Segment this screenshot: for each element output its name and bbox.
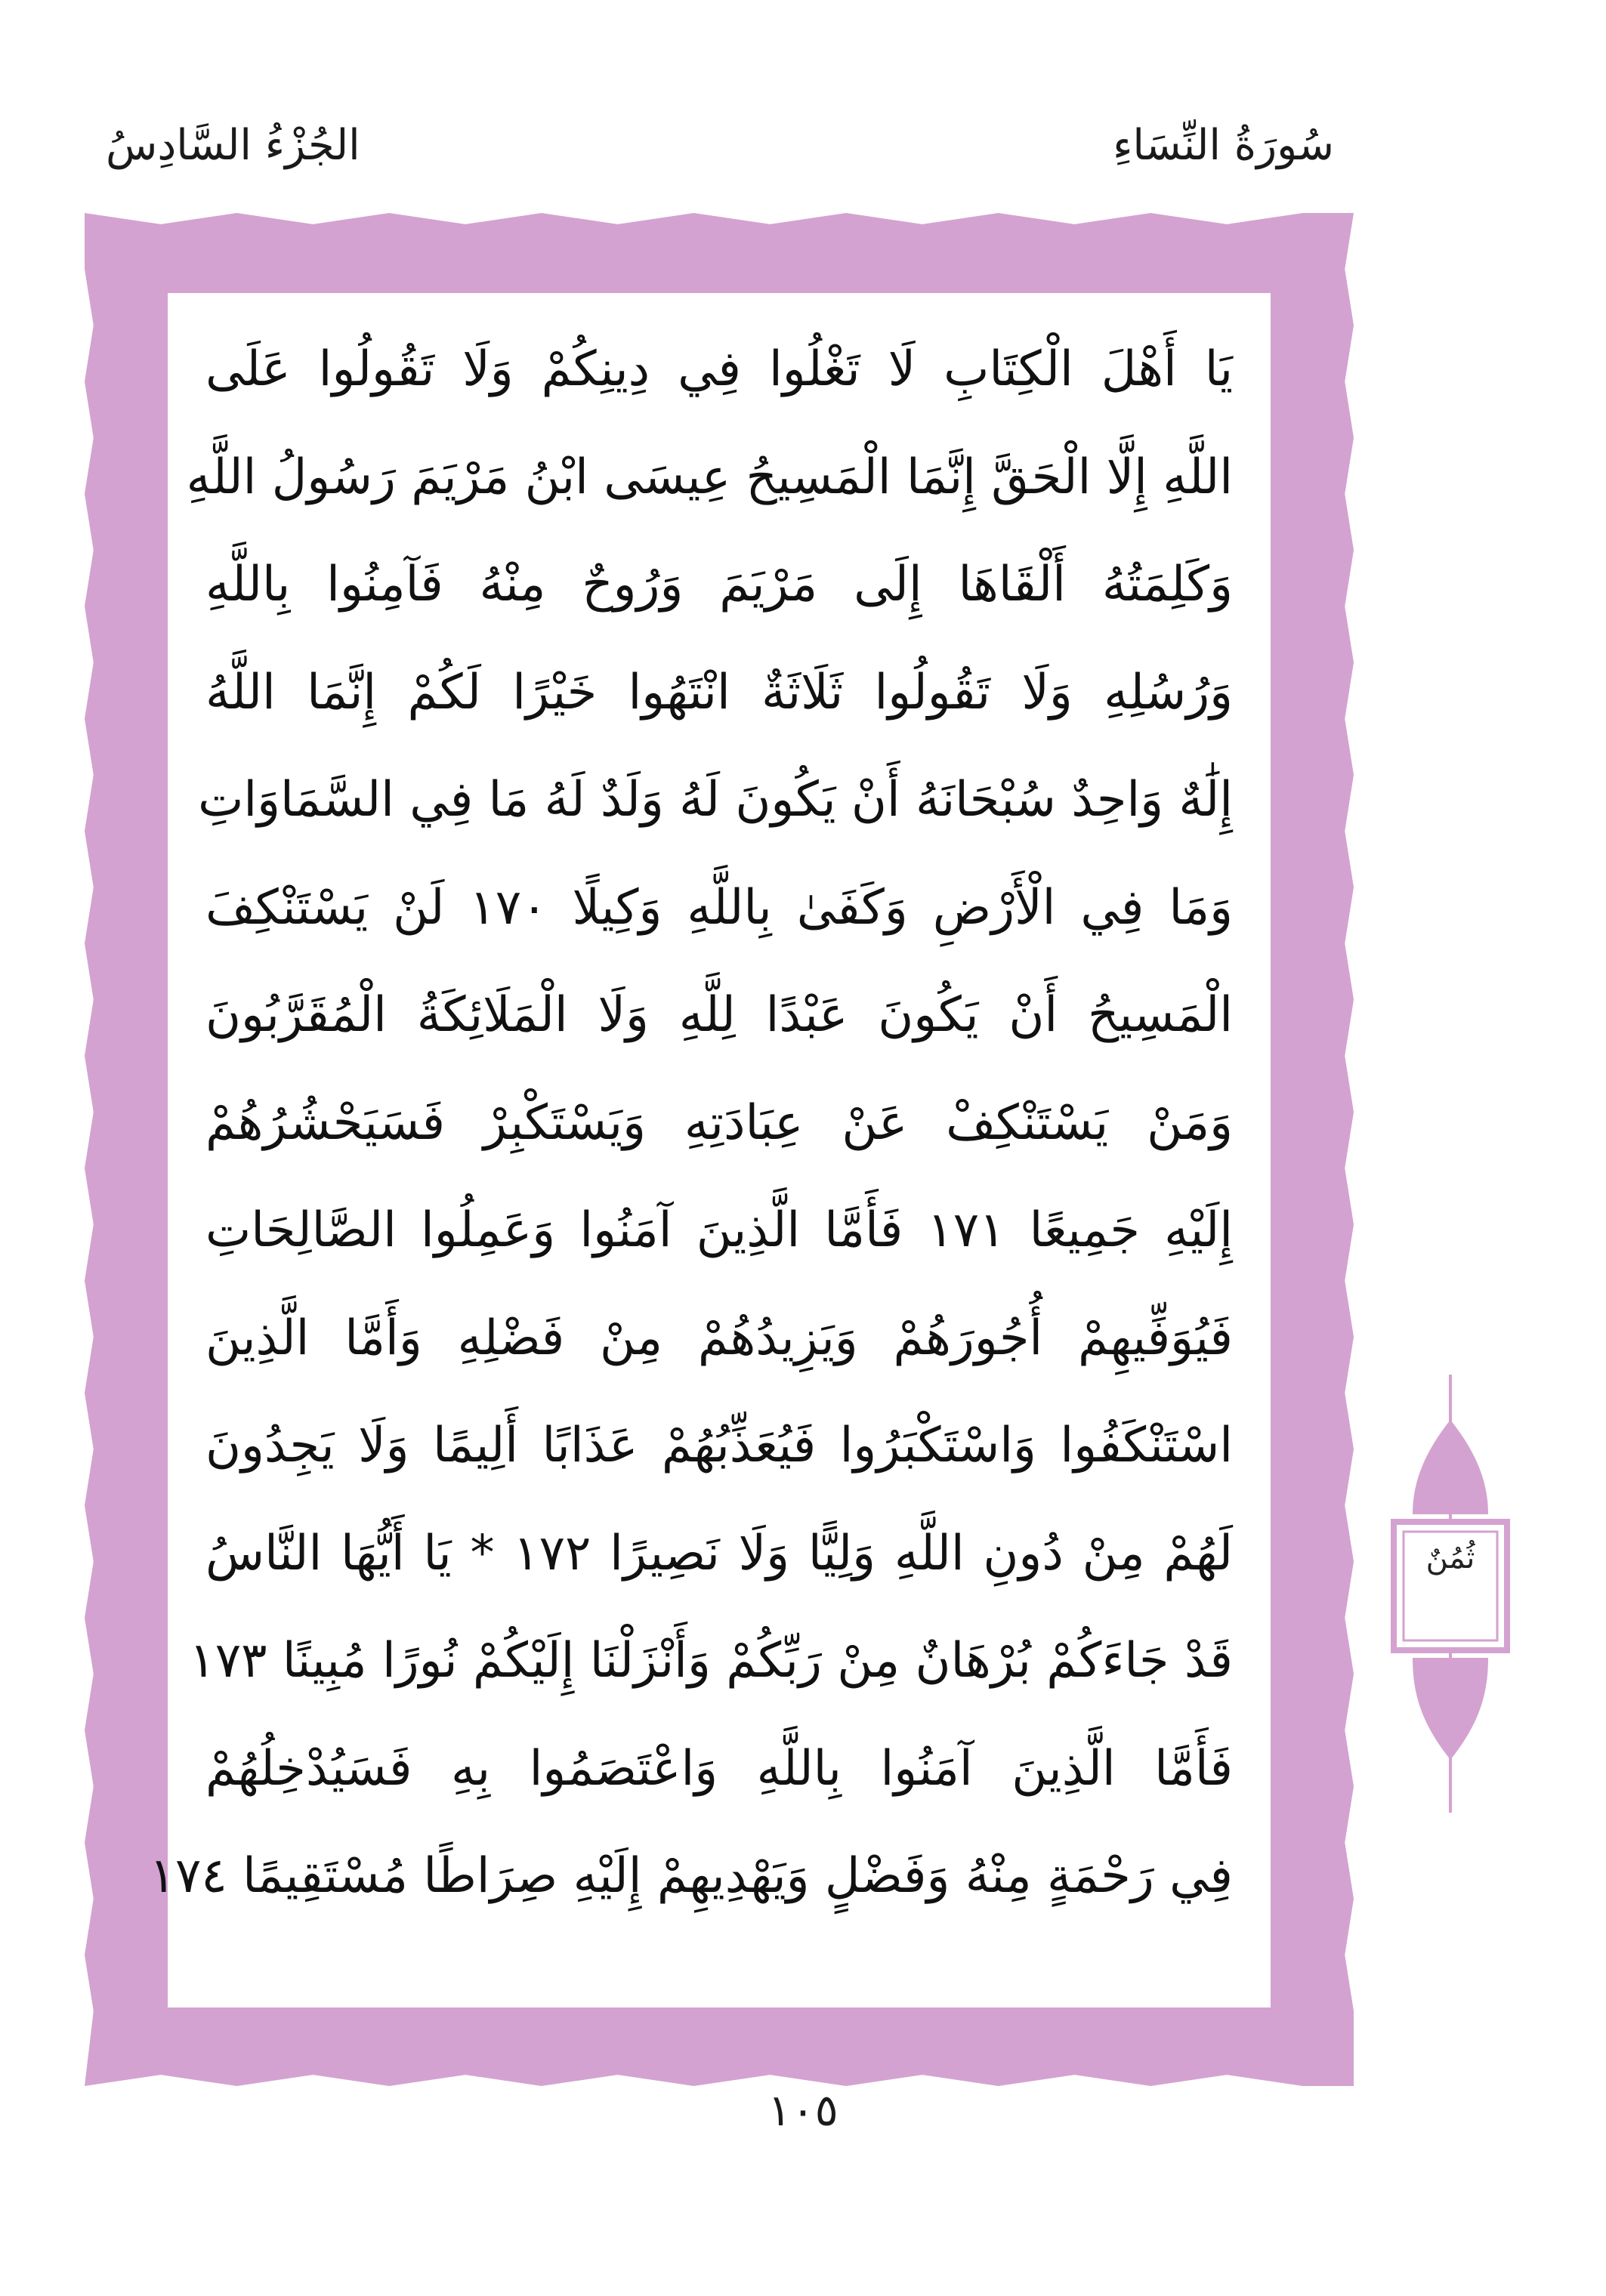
text-line-13: قَدْ جَاءَكُمْ بُرْهَانٌ مِنْ رَبِّكُمْ وَأَنْزَلْنَا إِلَيْكُمْ نُورًا مُبِينًا ١٧٣ xyxy=(189,1633,1233,1689)
text-line-4: وَرُسُلِهِ وَلَا تَقُولُوا ثَلَاثَةٌ انْتَهُوا خَيْرًا لَكُمْ إِنَّمَا اللَّهُ xyxy=(205,664,1233,721)
text-line-5: إِلَٰهٌ وَاحِدٌ سُبْحَانَهُ أَنْ يَكُونَ لَهُ وَلَدٌ لَهُ مَا فِي السَّمَاوَاتِ xyxy=(198,772,1233,828)
thumun-marker-icon xyxy=(1382,1375,1518,1813)
text-line-8: وَمَنْ يَسْتَنْكِفْ عَنْ عِبَادَتِهِ وَيَسْتَكْبِرْ فَسَيَحْشُرُهُمْ xyxy=(205,1094,1233,1151)
thumun-label: ثُمُنٌ xyxy=(1425,1541,1475,1575)
quran-text-panel xyxy=(149,293,1271,2007)
text-line-9: إِلَيْهِ جَمِيعًا ١٧١ فَأَمَّا الَّذِينَ آمَنُوا وَعَمِلُوا الصَّالِحَاتِ xyxy=(205,1202,1234,1258)
text-line-12: لَهُمْ مِنْ دُونِ اللَّهِ وَلِيًّا وَلَا نَصِيرًا ١٧٢ * يَا أَيُّهَا النَّاسُ xyxy=(205,1525,1234,1582)
text-line-11: اسْتَنْكَفُوا وَاسْتَكْبَرُوا فَيُعَذِّبُهُمْ عَذَابًا أَلِيمًا وَلَا يَجِدُونَ xyxy=(205,1418,1233,1474)
text-line-7: الْمَسِيحُ أَنْ يَكُونَ عَبْدًا لِلَّهِ وَلَا الْمَلَائِكَةُ الْمُقَرَّبُونَ xyxy=(205,987,1233,1043)
page-number: ١٠٥ xyxy=(767,2085,839,2136)
text-line-1: يَا أَهْلَ الْكِتَابِ لَا تَغْلُوا فِي دِينِكُمْ وَلَا تَقُولُوا عَلَى xyxy=(205,341,1233,397)
juz-name: الجُزْءُ السَّادِسُ xyxy=(106,121,360,170)
text-line-2: اللَّهِ إِلَّا الْحَقَّ إِنَّمَا الْمَسِيحُ عِيسَى ابْنُ مَرْيَمَ رَسُولُ اللَّهِ xyxy=(186,449,1233,505)
text-line-15: فِي رَحْمَةٍ مِنْهُ وَفَضْلٍ وَيَهْدِيهِمْ إِلَيْهِ صِرَاطًا مُسْتَقِيمًا ١٧٤ xyxy=(149,1848,1233,1904)
text-line-3: وَكَلِمَتُهُ أَلْقَاهَا إِلَى مَرْيَمَ وَرُوحٌ مِنْهُ فَآمِنُوا بِاللَّهِ xyxy=(205,557,1233,613)
surah-name: سُورَةُ النِّسَاءِ xyxy=(1113,121,1334,170)
text-line-10: فَيُوَفِّيهِمْ أُجُورَهُمْ وَيَزِيدُهُمْ مِنْ فَضْلِهِ وَأَمَّا الَّذِينَ xyxy=(205,1310,1233,1366)
text-line-14: فَأَمَّا الَّذِينَ آمَنُوا بِاللَّهِ وَاعْتَصَمُوا بِهِ فَسَيُدْخِلُهُمْ xyxy=(205,1740,1233,1797)
text-line-6: وَمَا فِي الْأَرْضِ وَكَفَىٰ بِاللَّهِ وَكِيلًا ١٧٠ لَنْ يَسْتَنْكِفَ xyxy=(205,879,1233,936)
